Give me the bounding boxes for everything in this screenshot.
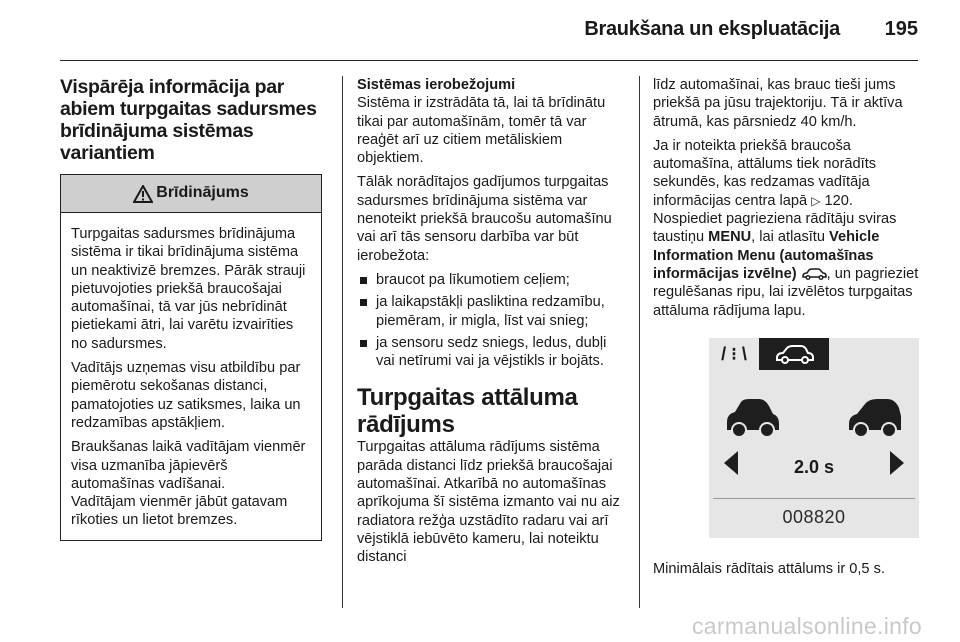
list-item: ja laikapstākļi pasliktina redzamību, piemēram, ir migla, līst vai snieg; bbox=[357, 293, 627, 330]
display-separator bbox=[713, 498, 915, 499]
warning-paragraph: Vadītājam vienmēr jābūt gatavam rīkoties un lietot bremzes. bbox=[71, 494, 288, 529]
paragraph: Tālāk norādītajos gadījumos turpgaitas sadursmes brīdinājuma sistēma var nenoteikt priekšā braucošu automašīnu vai arī tās sensoru darbība var būt ierobežota: bbox=[357, 174, 612, 264]
paragraph-text: Nospiediet pagrieziena rādītāju sviras taustiņu bbox=[653, 211, 897, 246]
paragraph bbox=[653, 137, 925, 210]
page-header bbox=[60, 14, 918, 54]
running-title: Braukšana un ekspluatācija bbox=[584, 18, 840, 40]
page-number: 195 bbox=[884, 18, 918, 40]
column-divider-2 bbox=[639, 76, 640, 608]
display-road-tab: / ⁝ \ bbox=[721, 343, 747, 364]
car-outline-icon bbox=[759, 338, 829, 370]
warning-body bbox=[61, 213, 321, 540]
warning-paragraph: Braukšanas laikā vadītājam vienmēr visa uzmanība jāpievērš automašīnas vadīšanai. bbox=[71, 439, 306, 492]
paragraph-text: Ja ir noteikta priekšā braucoša automašīna, attālums tiek norādīts sekundēs, kas redzamas vadītāja informācijas centra lapā bbox=[653, 137, 877, 209]
front-car-icon bbox=[845, 396, 905, 440]
section-heading: Vispārēja informācija par abiem turpgaitas sadursmes brīdinājuma sistēmas variantiem bbox=[60, 76, 317, 164]
warning-title: Brīdinājums bbox=[156, 184, 249, 202]
paragraph bbox=[653, 210, 925, 320]
warning-box bbox=[60, 174, 322, 541]
bullet-list bbox=[357, 271, 627, 370]
sub-heading: Sistēmas ierobežojumi bbox=[357, 77, 516, 93]
column-3 bbox=[653, 76, 925, 584]
odometer-value: 008820 bbox=[782, 506, 846, 527]
page-reference[interactable]: 120. bbox=[824, 192, 853, 209]
menu-name: Vehicle Information Menu (automašīnas informācijas izvēlne) bbox=[653, 229, 880, 282]
header-rule bbox=[60, 60, 918, 61]
list-item: braucot pa līkumotiem ceļiem; bbox=[357, 271, 627, 289]
image-caption: Minimālais rādītais attālums ir 0,5 s. bbox=[653, 560, 885, 577]
following-distance-display bbox=[709, 338, 919, 538]
column-1 bbox=[60, 76, 328, 541]
warning-paragraph: Turpgaitas sadursmes brīdinājuma sistēma ir tikai brīdinājuma sistēma un neaktivizē bremzes. Pārāk strauji pietuvojoties priekšā braucošajai automašīnai, tā var jūs nebrīdināt pietiekami ātri, lai varētu izvairīties no sadursmes. bbox=[71, 226, 306, 352]
warning-paragraph: Vadītājs uzņemas visu atbildību par piemērotu sekošanas distanci, pamatojoties uz satiksmes, laika un redzamības apstākļiem. bbox=[71, 360, 301, 431]
column-divider-1 bbox=[342, 76, 343, 608]
distance-value: 2.0 s bbox=[793, 456, 835, 477]
car-icon bbox=[801, 268, 827, 280]
paragraph: Turpgaitas attāluma rādījums sistēma parāda distanci līdz priekšā braucošajai automašīnai. Atkarībā no automašīnas aprīkojuma šī sistēma izmanto vai nu aiz radiatora režģa uzstādīto radaru vai arī vējstiklā iebūvēto kameru, lai noteiktu distanci bbox=[357, 439, 620, 566]
warning-triangle-icon bbox=[133, 185, 153, 203]
own-car-rear-icon bbox=[723, 396, 783, 440]
column-2 bbox=[357, 76, 627, 573]
watermark: carmanualsonline.info bbox=[691, 613, 922, 639]
list-item: ja sensoru sedz sniegs, ledus, dubļi vai netīrumi vai ja vējstikls ir bojāts. bbox=[357, 334, 627, 371]
paragraph-text: , lai atlasītu bbox=[751, 229, 830, 246]
page-ref-arrow-icon: ▷ bbox=[811, 193, 821, 208]
paragraph: līdz automašīnai, kas brauc tieši jums priekšā pa jūsu trajektoriju. Tā ir aktīva ātrumā, kas pārsniedz 40 km/h. bbox=[653, 77, 903, 130]
section-heading-2: Turpgaitas attāluma rādījums bbox=[357, 384, 578, 439]
display-car-tab bbox=[759, 338, 829, 370]
menu-button-label: MENU bbox=[708, 229, 752, 246]
paragraph: Sistēma ir izstrādāta tā, lai tā brīdinātu tikai par automašīnām, tomēr tā var reaģēt arī uz citiem metāliskiem objektiem. bbox=[357, 95, 606, 167]
paragraph-text: , un pagrieziet regulēšanas ripu, lai izvēlētos turpgaitas attāluma rādījuma lapu. bbox=[653, 265, 919, 319]
warning-header bbox=[61, 175, 321, 213]
